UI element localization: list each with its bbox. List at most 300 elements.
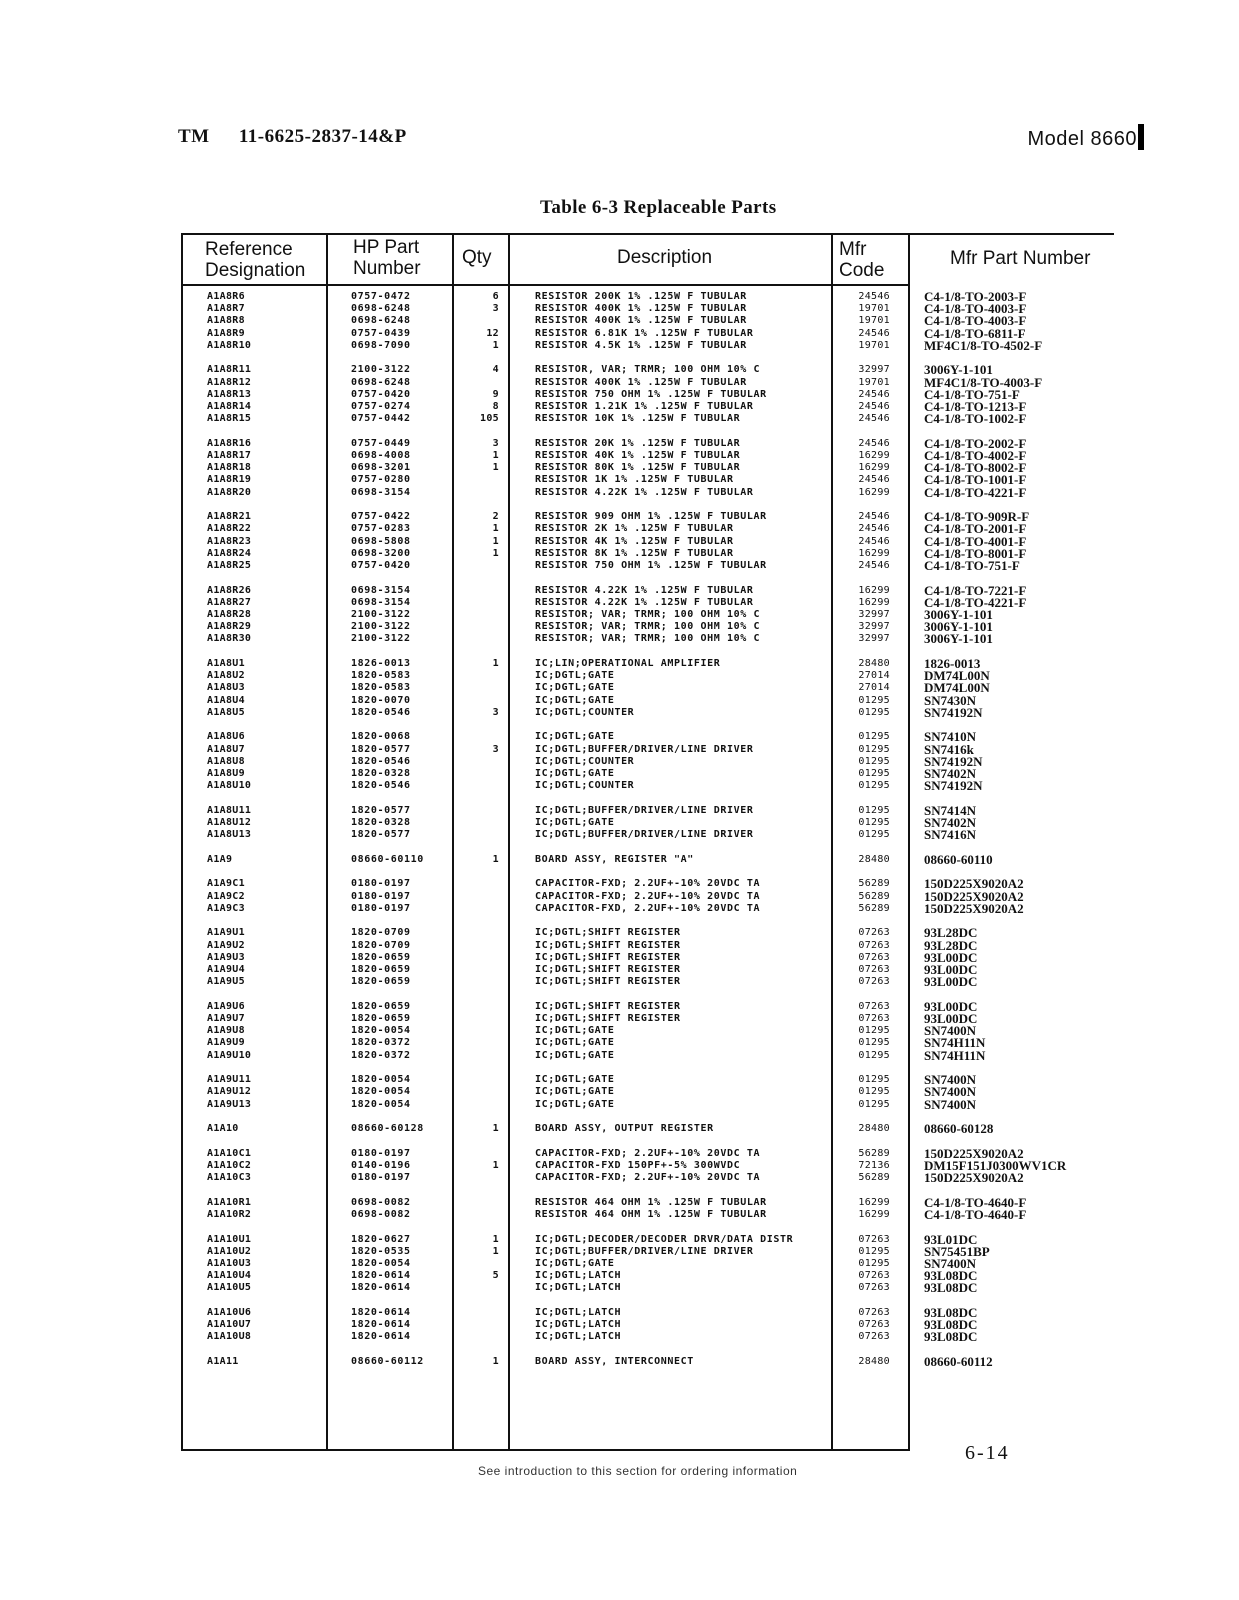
mfr-code: 01295	[858, 706, 890, 718]
page-number: 6-14	[965, 1442, 1010, 1464]
mfr-code: 24546	[858, 523, 890, 535]
description: BOARD ASSY, REGISTER "A"	[535, 853, 694, 865]
mfr-code: 07263	[858, 1000, 890, 1012]
column-divider	[452, 233, 454, 1451]
mfr-part-number: 93L08DC	[924, 1329, 978, 1345]
description: IC;DGTL;BUFFER/DRIVER/LINE DRIVER	[535, 804, 754, 816]
model-label: Model 8660	[1027, 128, 1137, 150]
mfr-code: 01295	[858, 817, 890, 828]
quantity	[455, 682, 499, 694]
hp-part-number: 0698-0082	[351, 1196, 411, 1208]
mfr-part-number: 150D225X9020A2	[924, 1170, 1024, 1186]
column-divider	[326, 233, 328, 1451]
hp-part-number: 08660-60128	[351, 1123, 424, 1135]
reference-designation: A1A9U7	[207, 1013, 245, 1024]
reference-designation: A1A8R16	[207, 437, 252, 449]
mfr-part-number: C4-1/8-TO-4221-F	[924, 484, 1027, 500]
reference-designation: A1A10U5	[207, 1282, 252, 1294]
mfr-part-number: C4-1/8-TO-4001-F	[924, 533, 1027, 549]
reference-designation: A1A10U8	[207, 1331, 252, 1343]
reference-designation: A1A8R29	[207, 621, 252, 633]
hp-part-number: 0698-3201	[351, 462, 411, 474]
mfr-part-number: 150D225X9020A2	[924, 876, 1024, 892]
mfr-part-number: C4-1/8-TO-909R-F	[924, 509, 1030, 525]
description: IC;DGTL;GATE	[535, 1049, 615, 1061]
hp-part-number: 1820-0577	[351, 743, 411, 755]
quantity	[455, 1172, 499, 1184]
reference-designation: A1A8R26	[207, 584, 252, 596]
reference-designation: A1A9C3	[207, 902, 245, 914]
reference-designation: A1A8U13	[207, 829, 252, 841]
hp-part-number: 1820-0659	[351, 976, 411, 988]
quantity: 1	[492, 450, 499, 461]
hp-part-number: 0757-0274	[351, 401, 411, 412]
mfr-code: 24546	[858, 388, 890, 400]
hp-part-number: 0757-0420	[351, 388, 411, 400]
mfr-part-number: 08660-60128	[924, 1121, 994, 1137]
description: RESISTOR 464 OHM 1% .125W F TUBULAR	[535, 1196, 767, 1208]
quantity: 6	[492, 291, 499, 302]
reference-designation: A1A8R28	[207, 609, 252, 620]
mfr-part-number: DM74L00N	[924, 668, 990, 684]
quantity	[455, 474, 499, 486]
hp-part-number: 0698-5808	[351, 535, 411, 547]
hp-part-number: 1820-0577	[351, 829, 411, 841]
mfr-part-number: C4-1/8-TO-4002-F	[924, 448, 1027, 463]
mfr-part-number: SN7400N	[924, 1023, 977, 1039]
mfr-code: 24546	[858, 560, 890, 571]
description: RESISTOR 4.22K 1% .125W F TUBULAR	[535, 584, 754, 596]
mfr-code: 16299	[858, 450, 890, 461]
hp-part-number: 1820-0614	[351, 1307, 411, 1318]
mfr-part-number: 93L00DC	[924, 974, 978, 990]
reference-designation: A1A8R6	[207, 291, 245, 302]
column-header-mfr-part-number: Mfr Part Number	[950, 248, 1091, 269]
hp-part-number: 0757-0472	[351, 291, 411, 302]
reference-designation: A1A8R21	[207, 511, 252, 523]
reference-designation: A1A9C2	[207, 890, 245, 902]
reference-designation: A1A10C1	[207, 1147, 252, 1159]
mfr-part-number: 08660-60110	[924, 851, 993, 867]
mfr-part-number: C4-1/8-TO-2002-F	[924, 435, 1027, 451]
mfr-part-number: 93L01DC	[924, 1231, 978, 1247]
quantity: 5	[492, 1270, 499, 1282]
quantity: 8	[492, 401, 499, 412]
mfr-code: 01295	[858, 1258, 890, 1269]
quantity	[455, 633, 499, 645]
mfr-part-number: C4-1/8-TO-6811-F	[924, 325, 1026, 341]
mfr-part-number: SN7402N	[924, 766, 977, 781]
hp-part-number: 0757-0280	[351, 474, 411, 486]
column-header-text: Reference	[205, 239, 293, 260]
reference-designation: A1A8R18	[207, 462, 252, 474]
description: IC;DGTL;COUNTER	[535, 706, 635, 718]
hp-part-number: 1820-0583	[351, 682, 411, 694]
hp-part-number: 1820-0614	[351, 1282, 411, 1294]
mfr-code: 24546	[858, 413, 890, 425]
mfr-code: 24546	[858, 437, 890, 449]
mfr-part-number: 3006Y-1-101	[924, 607, 993, 622]
mfr-code: 24546	[858, 511, 890, 523]
mfr-part-number: SN7410N	[924, 729, 977, 745]
description: IC;DGTL;GATE	[535, 670, 615, 682]
hp-part-number: 1820-0577	[351, 804, 411, 816]
hp-part-number: 1820-0546	[351, 780, 411, 792]
mfr-code: 01295	[858, 731, 890, 743]
hp-part-number: 1820-0054	[351, 1074, 411, 1086]
hp-part-number: 2100-3122	[351, 621, 411, 633]
mfr-part-number: C4-1/8-TO-8002-F	[924, 460, 1027, 476]
document-number: 11-6625-2837-14&P	[238, 126, 407, 147]
hp-part-number: 1820-0054	[351, 1025, 411, 1037]
description: IC;DGTL;SHIFT REGISTER	[535, 927, 681, 939]
description: RESISTOR 2K 1% .125W F TUBULAR	[535, 523, 734, 535]
mfr-part-number: SN7402N	[924, 815, 977, 830]
column-header-reference	[205, 239, 305, 281]
column-header-description: Description	[617, 247, 713, 268]
quantity	[455, 597, 499, 609]
mfr-code: 24546	[858, 401, 890, 412]
reference-designation: A1A8R10	[207, 339, 252, 351]
reference-designation: A1A8R8	[207, 315, 245, 327]
mfr-code: 07263	[858, 1270, 890, 1282]
quantity	[455, 1099, 499, 1111]
description: IC;DGTL;LATCH	[535, 1270, 622, 1282]
reference-designation: A1A8R14	[207, 401, 252, 412]
reference-designation: A1A9U12	[207, 1086, 252, 1098]
reference-designation: A1A10U1	[207, 1233, 252, 1245]
column-header-qty: Qty	[462, 247, 492, 268]
mfr-code: 56289	[858, 1147, 890, 1159]
reference-designation: A1A8R17	[207, 450, 252, 461]
quantity	[455, 695, 499, 707]
hp-part-number: 1820-0054	[351, 1098, 411, 1110]
hp-part-number: 1820-0328	[351, 817, 411, 828]
reference-designation: A1A8U9	[207, 768, 245, 779]
mfr-part-number: SN74192N	[924, 753, 983, 769]
description: RESISTOR 909 OHM 1% .125W F TUBULAR	[535, 511, 767, 523]
hp-part-number: 2100-3122	[351, 609, 411, 620]
mfr-part-number: 93L08DC	[924, 1268, 978, 1284]
mfr-part-number: C4-1/8-TO-1213-F	[924, 399, 1027, 414]
mfr-part-number: C4-1/8-TO-8001-F	[924, 545, 1027, 561]
quantity: 3	[492, 706, 499, 718]
mfr-code: 07263	[858, 951, 890, 963]
mfr-part-number: C4-1/8-TO-4003-F	[924, 313, 1027, 329]
mfr-code: 07263	[858, 1319, 890, 1331]
quantity	[455, 1197, 499, 1209]
mfr-code: 07263	[858, 1233, 890, 1245]
description: RESISTOR 4.5K 1% .125W F TUBULAR	[535, 339, 747, 351]
quantity	[455, 878, 499, 890]
hp-part-number: 1820-0070	[351, 694, 411, 706]
description: IC;DGTL;GATE	[535, 1098, 615, 1110]
mfr-code: 07263	[858, 976, 890, 988]
description: CAPACITOR-FXD; 2.2UF+-10% 20VDC TA	[535, 878, 761, 890]
mfr-code: 32997	[858, 609, 890, 620]
hp-part-number: 1820-0709	[351, 939, 411, 951]
mfr-code: 07263	[858, 1307, 890, 1318]
description: IC;DGTL;LATCH	[535, 1331, 622, 1343]
mfr-code: 16299	[858, 1196, 890, 1208]
description: RESISTOR 464 OHM 1% .125W F TUBULAR	[535, 1209, 767, 1220]
hp-part-number: 1820-0583	[351, 670, 411, 682]
description: BOARD ASSY, INTERCONNECT	[535, 1356, 694, 1367]
hp-part-number: 0757-0420	[351, 560, 411, 571]
description: IC;DGTL;GATE	[535, 1025, 615, 1037]
description: CAPACITOR-FXD; 2.2UF+-10% 20VDC TA	[535, 1172, 761, 1184]
reference-designation: A1A8U7	[207, 743, 245, 755]
column-header-text: Number	[353, 258, 421, 279]
column-header-text: Code	[839, 260, 885, 281]
quantity	[455, 805, 499, 817]
quantity	[455, 927, 499, 939]
hp-part-number: 0698-7090	[351, 339, 411, 351]
tm-label: TM	[178, 126, 210, 147]
quantity	[455, 952, 499, 964]
description: IC;DGTL;LATCH	[535, 1307, 622, 1318]
reference-designation: A1A9U6	[207, 1000, 245, 1012]
mfr-code: 01295	[858, 780, 890, 792]
description: IC;DGTL;SHIFT REGISTER	[535, 964, 681, 975]
description: IC;DGTL;BUFFER/DRIVER/LINE DRIVER	[535, 1245, 754, 1257]
description: CAPACITOR-FXD, 2.2UF+-10% 20VDC TA	[535, 902, 761, 914]
description: RESISTOR 4.22K 1% .125W F TUBULAR	[535, 596, 754, 608]
mfr-code: 07263	[858, 964, 890, 975]
quantity: 1	[492, 853, 499, 865]
reference-designation: A1A8R7	[207, 303, 245, 315]
mfr-part-number: C4-1/8-TO-2003-F	[924, 289, 1027, 304]
mfr-code: 07263	[858, 1282, 890, 1294]
mfr-part-number: C4-1/8-TO-751-F	[924, 558, 1020, 573]
reference-designation: A1A8U1	[207, 658, 245, 669]
mfr-part-number: SN7400N	[924, 1084, 977, 1100]
hp-part-number: 0698-3154	[351, 486, 411, 498]
quantity	[455, 1307, 499, 1319]
reference-designation: A1A8R27	[207, 596, 252, 608]
page-header-right	[1027, 124, 1144, 151]
reference-designation: A1A9	[207, 853, 233, 865]
mfr-part-number: 3006Y-1-101	[924, 619, 993, 635]
hp-part-number: 0757-0283	[351, 523, 411, 535]
reference-designation: A1A9U3	[207, 951, 245, 963]
description: RESISTOR 750 OHM 1% .125W F TUBULAR	[535, 388, 767, 400]
column-header-hp-part	[353, 237, 421, 279]
hp-part-number: 08660-60112	[351, 1356, 424, 1367]
description: IC;DGTL;SHIFT REGISTER	[535, 976, 681, 988]
quantity	[455, 1050, 499, 1062]
table-title: Table 6-3 Replaceable Parts	[540, 197, 777, 218]
mfr-code: 28480	[858, 853, 890, 865]
reference-designation: A1A9U9	[207, 1037, 245, 1049]
mfr-code: 24546	[858, 474, 890, 486]
hp-part-number: 1820-0627	[351, 1233, 411, 1245]
mfr-code: 01295	[858, 694, 890, 706]
description: RESISTOR; VAR; TRMR; 100 OHM 10% C	[535, 609, 761, 620]
mfr-part-number: SN74H11N	[924, 1035, 986, 1051]
mfr-part-number: 93L00DC	[924, 949, 978, 965]
column-divider	[831, 233, 833, 1451]
mfr-part-number: 93L08DC	[924, 1280, 978, 1296]
table-bottom-rule	[181, 1449, 910, 1451]
reference-designation: A1A10C2	[207, 1160, 252, 1171]
mfr-code: 19701	[858, 339, 890, 351]
quantity	[455, 1037, 499, 1049]
mfr-part-number: SN74H11N	[924, 1047, 986, 1063]
mfr-code: 16299	[858, 596, 890, 608]
quantity: 3	[492, 303, 499, 315]
mfr-code: 07263	[858, 1331, 890, 1343]
mfr-part-number: C4-1/8-TO-2001-F	[924, 521, 1027, 537]
hp-part-number: 0180-0197	[351, 1147, 411, 1159]
quantity	[455, 829, 499, 841]
reference-designation: A1A10R2	[207, 1209, 252, 1220]
mfr-part-number: 3006Y-1-101	[924, 362, 993, 378]
hp-part-number: 0698-6248	[351, 315, 411, 327]
mfr-code: 16299	[858, 462, 890, 474]
mfr-code: 27014	[858, 682, 890, 694]
reference-designation: A1A8R30	[207, 633, 252, 645]
reference-designation: A1A10C3	[207, 1172, 252, 1184]
mfr-part-number: 08660-60112	[924, 1354, 993, 1369]
quantity	[455, 940, 499, 952]
description: RESISTOR 750 OHM 1% .125W F TUBULAR	[535, 560, 767, 571]
mfr-code: 16299	[858, 584, 890, 596]
mfr-code: 28480	[858, 658, 890, 669]
column-header-text: HP Part	[353, 237, 420, 258]
quantity: 3	[492, 437, 499, 449]
mfr-part-number: 150D225X9020A2	[924, 888, 1024, 904]
mfr-code: 19701	[858, 303, 890, 315]
mfr-code: 56289	[858, 1172, 890, 1184]
quantity	[455, 377, 499, 389]
quantity	[455, 560, 499, 572]
reference-designation: A1A8U12	[207, 817, 252, 828]
mfr-code: 01295	[858, 804, 890, 816]
hp-part-number: 1820-0659	[351, 951, 411, 963]
reference-designation: A1A8R23	[207, 535, 252, 547]
description: IC;DGTL;GATE	[535, 1086, 615, 1098]
hp-part-number: 0757-0439	[351, 327, 411, 339]
mfr-code: 56289	[858, 902, 890, 914]
quantity	[455, 780, 499, 792]
reference-designation: A1A9U4	[207, 964, 245, 975]
mfr-part-number: DM15F151J0300WV1CR	[924, 1158, 1067, 1173]
mfr-code: 01295	[858, 1025, 890, 1037]
hp-part-number: 0698-3154	[351, 584, 411, 596]
quantity	[455, 891, 499, 903]
mfr-code: 24546	[858, 535, 890, 547]
mfr-part-number: MF4C1/8-TO-4502-F	[924, 337, 1043, 353]
quantity	[455, 609, 499, 621]
reference-designation: A1A9U11	[207, 1074, 252, 1086]
hp-part-number: 1820-0659	[351, 1000, 411, 1012]
hp-part-number: 1820-0535	[351, 1245, 411, 1257]
mfr-code: 01295	[858, 743, 890, 755]
quantity: 1	[492, 462, 499, 474]
reference-designation: A1A8U10	[207, 780, 252, 792]
description: RESISTOR, VAR; TRMR; 100 OHM 10% C	[535, 364, 761, 376]
description: RESISTOR 200K 1% .125W F TUBULAR	[535, 291, 747, 302]
description: IC;DGTL;DECODER/DECODER DRVR/DATA DISTR	[535, 1233, 794, 1245]
quantity	[455, 976, 499, 988]
description: RESISTOR 1K 1% .125W F TUBULAR	[535, 474, 734, 486]
mfr-code: 07263	[858, 939, 890, 951]
quantity	[455, 1282, 499, 1294]
hp-part-number: 1820-0372	[351, 1037, 411, 1049]
mfr-part-number: MF4C1/8-TO-4003-F	[924, 374, 1043, 390]
mfr-code: 32997	[858, 364, 890, 376]
description: RESISTOR; VAR; TRMR; 100 OHM 10% C	[535, 621, 761, 633]
hp-part-number: 1820-0068	[351, 731, 411, 743]
quantity: 1	[492, 547, 499, 559]
reference-designation: A1A8R15	[207, 413, 252, 425]
description: IC;DGTL;SHIFT REGISTER	[535, 1000, 681, 1012]
mfr-part-number: 93L00DC	[924, 998, 978, 1014]
quantity	[455, 1148, 499, 1160]
description: IC;DGTL;GATE	[535, 1037, 615, 1049]
quantity: 2	[492, 511, 499, 523]
mfr-part-number: 93L00DC	[924, 962, 978, 977]
hp-part-number: 0140-0196	[351, 1160, 411, 1171]
mfr-code: 19701	[858, 376, 890, 388]
description: RESISTOR 1.21K 1% .125W F TUBULAR	[535, 401, 754, 412]
hp-part-number: 08660-60110	[351, 853, 424, 865]
quantity: 3	[492, 743, 499, 755]
hp-part-number: 0698-3154	[351, 596, 411, 608]
quantity: 9	[492, 388, 499, 400]
mfr-code: 32997	[858, 621, 890, 633]
description: CAPACITOR-FXD 150PF+-5% 300WVDC	[535, 1160, 741, 1171]
mfr-code: 56289	[858, 890, 890, 902]
column-header-text: Designation	[205, 260, 306, 281]
description: IC;DGTL;COUNTER	[535, 780, 635, 792]
mfr-code: 07263	[858, 927, 890, 939]
header-divider	[181, 284, 910, 286]
description: CAPACITOR-FXD; 2.2UF+-10% 20VDC TA	[535, 890, 761, 902]
description: IC;DGTL;GATE	[535, 817, 615, 828]
mfr-code: 28480	[858, 1356, 890, 1367]
mfr-code: 01295	[858, 1098, 890, 1110]
reference-designation: A1A8R20	[207, 486, 252, 498]
mfr-part-number: SN7414N	[924, 802, 977, 818]
hp-part-number: 1820-0709	[351, 927, 411, 939]
quantity	[455, 1331, 499, 1343]
mfr-code: 27014	[858, 670, 890, 682]
quantity: 1	[492, 1160, 499, 1171]
mfr-code: 01295	[858, 1245, 890, 1257]
quantity	[455, 1074, 499, 1086]
quantity: 1	[492, 1233, 499, 1245]
hp-part-number: 1820-0328	[351, 768, 411, 779]
mfr-part-number: SN7430N	[924, 692, 977, 708]
hp-part-number: 1820-0659	[351, 1013, 411, 1024]
hp-part-number: 1820-0054	[351, 1086, 411, 1098]
reference-designation: A1A9U10	[207, 1049, 252, 1061]
mfr-part-number: DM74L00N	[924, 680, 990, 696]
mfr-part-number: C4-1/8-TO-4003-F	[924, 301, 1027, 317]
quantity: 12	[486, 327, 499, 339]
reference-designation: A1A8R13	[207, 388, 252, 400]
mfr-code: 01295	[858, 1086, 890, 1098]
mfr-part-number: C4-1/8-TO-4640-F	[924, 1207, 1027, 1222]
quantity	[455, 1086, 499, 1098]
mfr-part-number: SN75451BP	[924, 1243, 990, 1259]
reference-designation: A1A8U4	[207, 694, 245, 706]
column-header-text: Mfr	[839, 239, 867, 260]
mfr-code: 01295	[858, 1074, 890, 1086]
hp-part-number: 1820-0614	[351, 1331, 411, 1343]
